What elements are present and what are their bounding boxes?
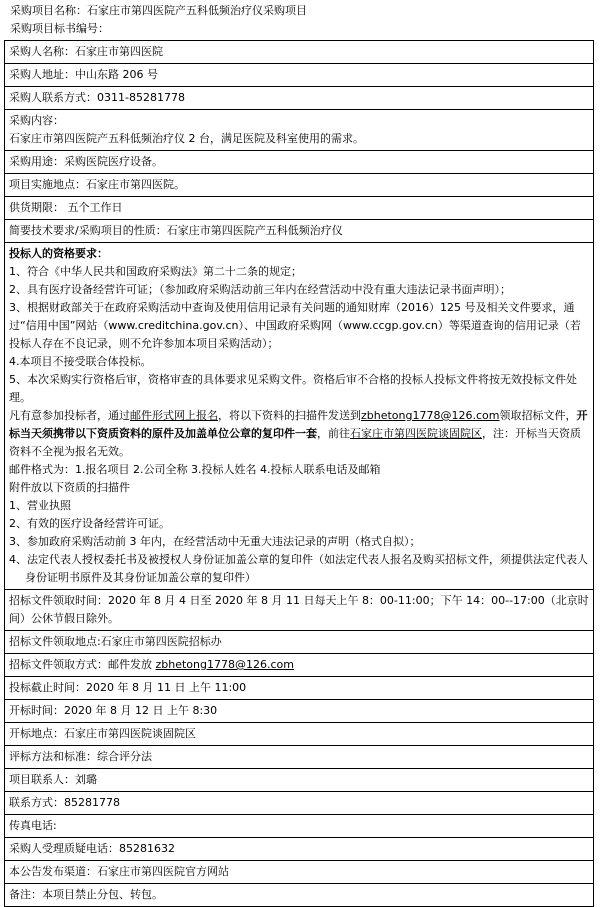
publish-channel: 本公告发布渠道：石家庄市第四医院官方网站: [5, 861, 594, 884]
table-row: [5, 197, 594, 220]
qualification-cell: [5, 243, 594, 590]
fax: 传真电话:: [5, 815, 594, 838]
fetch-email-link[interactable]: zbhetong1778@126.com: [155, 658, 294, 671]
notice-text: ，前往: [317, 427, 350, 440]
table-row: [5, 769, 594, 792]
qualification-item: 4.本项目不接受联合体投标。: [9, 355, 152, 368]
notice-text: ，注：开标当天资质资料不全视为报名无效。: [9, 427, 581, 458]
table-row: [5, 700, 594, 723]
registration-notice: [9, 407, 589, 461]
deadline: 投标截止时间：2020 年 8 月 11 日 上午 11:00: [5, 677, 594, 700]
project-contact: 项目联系人：刘璐: [5, 769, 594, 792]
table-row: [5, 792, 594, 815]
brief: 简要技术要求/采购项目的性质：石家庄市第四医院产五科低频治疗仪: [5, 220, 594, 243]
purchaser-name: 采购人名称：石家庄市第四医院: [5, 41, 594, 64]
table-row: [5, 151, 594, 174]
notice-text: 领取招标文件，: [499, 409, 577, 422]
table-row: [5, 41, 594, 64]
contact-phone: 联系方式：85281778: [5, 792, 594, 815]
table-row: [5, 723, 594, 746]
fetch-way: [5, 654, 594, 677]
content-text: 石家庄市第四医院产五科低频治疗仪 2 台，满足医院及科室使用的需求。: [9, 132, 364, 145]
qualification-item: 2、具有医疗设备经营许可证；（参加政府采购活动前三年内在经营活动中没有重大违法记录书面声明）；: [9, 283, 511, 296]
table-row: [5, 631, 594, 654]
content-label: 采购内容：: [9, 114, 64, 127]
attach-item: 3、参加政府采购活动前 3 年内，在经营活动中无重大违法记录的声明（格式自拟）；: [9, 535, 421, 548]
attach-item: 2、有效的医疗设备经营许可证。: [9, 517, 170, 530]
table-row: [5, 243, 594, 590]
mail-registration: 邮件形式网上报名: [130, 409, 218, 422]
table-row: [5, 838, 594, 861]
fetch-time: 招标文件领取时间：2020 年 8 月 4 日至 2020 年 8 月 11 日每天上午 8：00-11:00；下午 14：00--17:00（北京时间）公休节假日除外。: [5, 590, 594, 631]
attach-item: 4、法定代表人授权委托书及被授权人身份证加盖公章的复印件（如法定代表人报名及购买招标文件，须提供法定代表人身份证明书原件及其身份证加盖公章的复印件）: [9, 553, 588, 584]
table-row: [5, 884, 594, 907]
purchaser-address: 采购人地址：中山东路 206 号: [5, 64, 594, 87]
notice-place: 石家庄市第四医院谈固院区: [350, 427, 482, 440]
delivery: 供货期限： 五个工作日: [5, 197, 594, 220]
notice-text: ，将以下资料的扫描件发送到: [218, 409, 361, 422]
table-row: [5, 590, 594, 631]
table-row: [5, 110, 594, 151]
fetch-place: 招标文件领取地点:石家庄市第四医院招标办: [5, 631, 594, 654]
usage: 采购用途：采购医院医疗设备。: [5, 151, 594, 174]
bid-number: 采购项目标书编号：: [10, 22, 109, 35]
open-place: 开标地点：石家庄市第四医院谈固院区: [5, 723, 594, 746]
qualification-item: 3、根据财政部关于在政府采购活动中查询及使用信用记录有关问题的通知财库（2016）125 号及相关文件要求，通过“信用中国”网站（www.creditchina.gov.cn）、中国政府采购网（www.ccgp.gov.cn）等渠道查询的信用记录（若投标人存在不良记录，则不允许参加本项目采购活动）；: [9, 301, 581, 350]
notice-text: 凡有意参加投标者，通过: [9, 409, 130, 422]
evaluation-method: 评标方法和标准：综合评分法: [5, 746, 594, 769]
table-row: [5, 87, 594, 110]
mail-format: 邮件格式为：1.报名项目 2.公司全称 3.投标人姓名 4.投标人联系电话及邮箱: [9, 463, 381, 476]
fetch-way-label: 招标文件领取方式：邮件发放: [9, 658, 156, 671]
table-row: [5, 654, 594, 677]
table-row: [5, 746, 594, 769]
location: 项目实施地点：石家庄市第四医院。: [5, 174, 594, 197]
qualification-item: 5、本次采购实行资格后审，资格审查的具体要求见采购文件。资格后审不合格的投标人投标文件将按无效投标文件处理。: [9, 373, 577, 404]
table-row: [5, 220, 594, 243]
qualification-item: 1、符合《中华人民共和国政府采购法》第二十二条的规定；: [9, 265, 302, 278]
open-time: 开标时间：2020 年 8 月 12 日 上午 8:30: [5, 700, 594, 723]
procurement-table: [4, 40, 594, 907]
purchaser-contact: 采购人联系方式：0311-85281778: [5, 87, 594, 110]
project-name: 采购项目名称：石家庄市第四医院产五科低频治疗仪采购项目: [10, 4, 307, 17]
table-row: [5, 64, 594, 87]
table-row: [5, 174, 594, 197]
remark: 备注：本项目禁止分包、转包。: [5, 884, 594, 907]
table-row: [5, 861, 594, 884]
attach-label: 附件放以下资质的扫描件: [9, 481, 130, 494]
email-link[interactable]: zbhetong1778@126.com: [361, 409, 500, 422]
qualification-title: 投标人的资格要求：: [9, 247, 108, 260]
table-row: [5, 677, 594, 700]
attach-item: 1、营业执照: [9, 499, 71, 512]
content-cell: [5, 110, 594, 151]
notice-bold: 开标当天须携带以下资质资料的原件及加盖单位公章的复印件一套: [9, 409, 588, 440]
complaint-phone: 采购人受理质疑电话：85281632: [5, 838, 594, 861]
table-row: [5, 815, 594, 838]
